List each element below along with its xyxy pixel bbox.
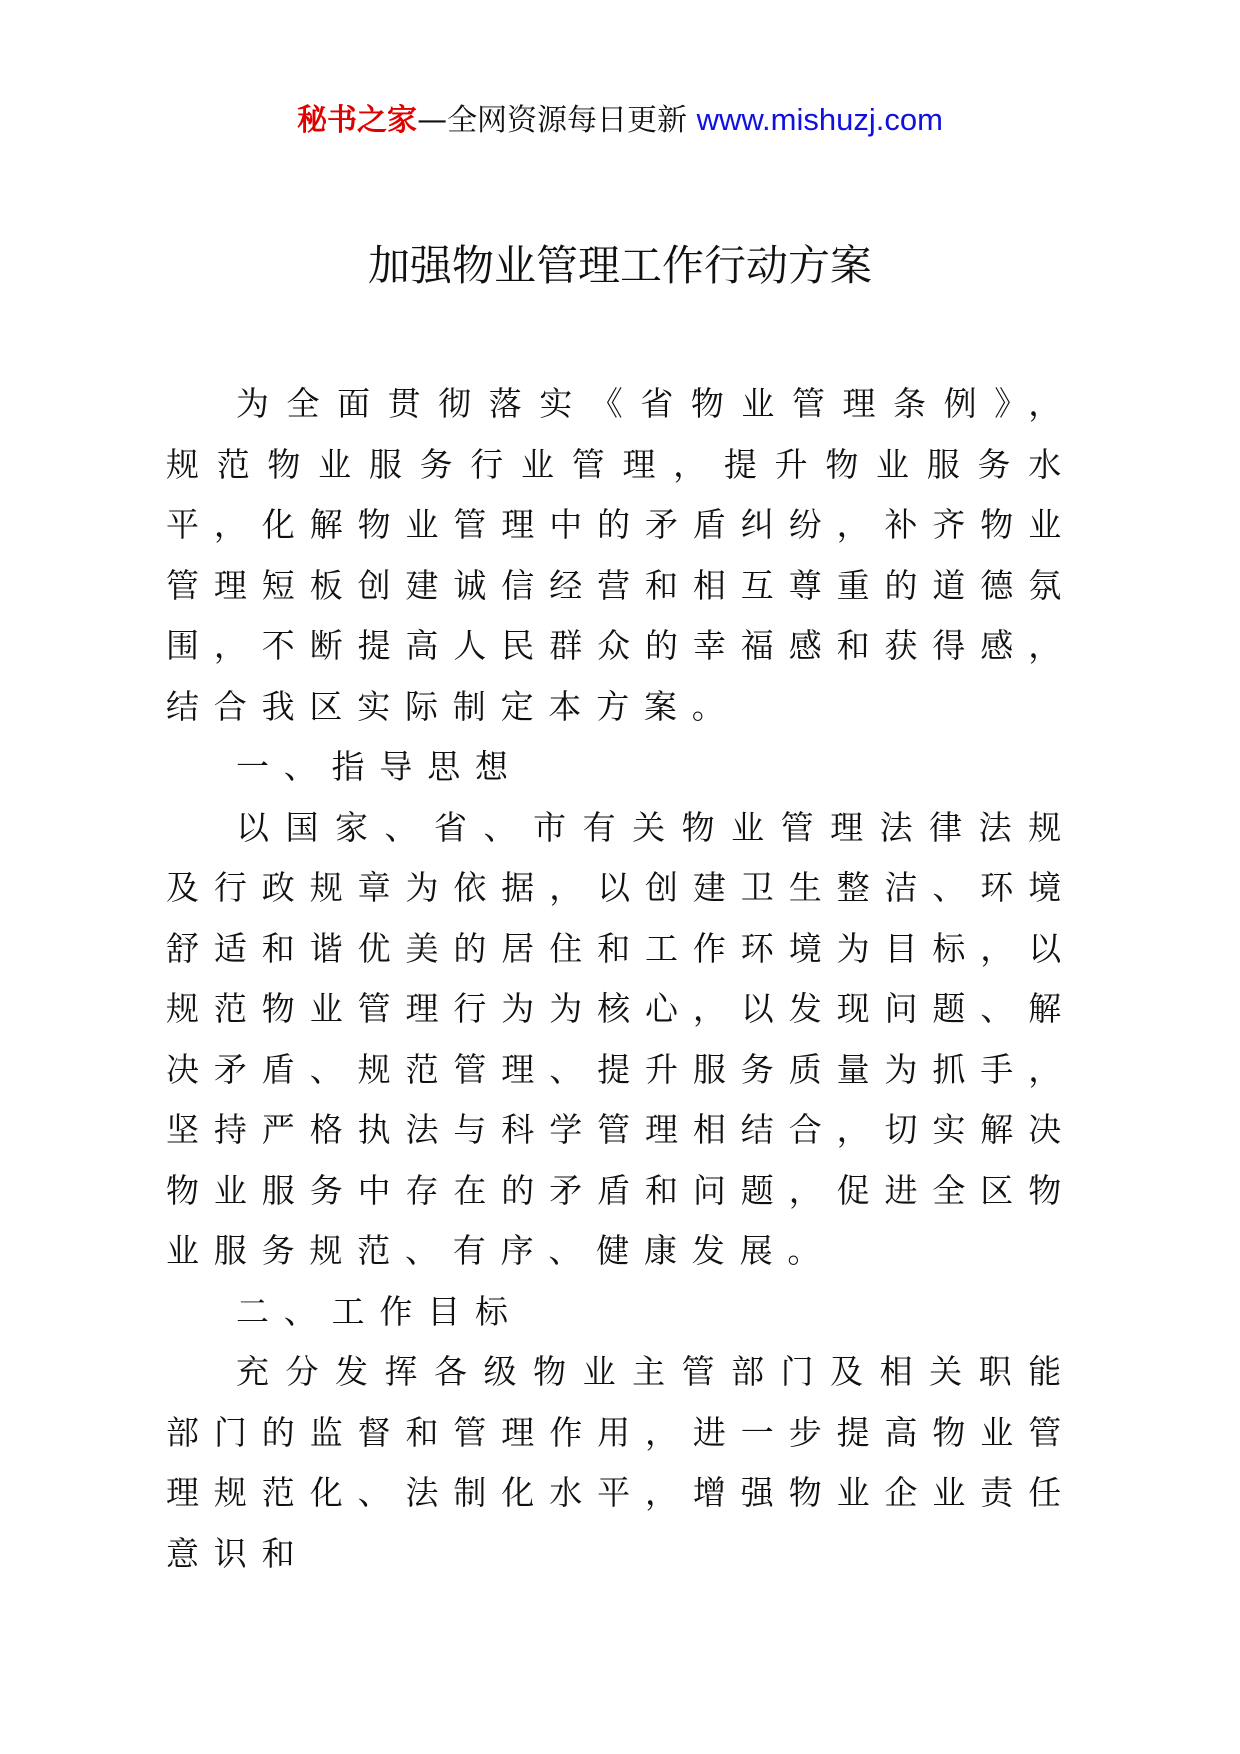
intro-paragraph: 为全面贯彻落实《省物业管理条例》，规范物业服务行业管理，提升物业服务水平，化解物业管理中的矛盾纠纷，补齐物业管理短板创建诚信经营和相互尊重的道德氛围，不断提高人民群众的幸福感和获得感，结合我区实际制定本方案。 (166, 384, 1076, 726)
site-header (0, 100, 1240, 141)
site-url-link[interactable]: www.mishuzj.com (696, 102, 943, 137)
brand-name: 秘书之家 (297, 103, 418, 138)
section-heading-guiding-ideology: 一、指导思想 (236, 747, 523, 786)
document-body (166, 374, 1076, 1584)
guiding-ideology-paragraph: 以国家、省、市有关物业管理法律法规及行政规章为依据，以创建卫生整洁、环境舒适和谐优美的居住和工作环境为目标，以规范物业管理行为为核心，以发现问题、解决矛盾、规范管理、提升服务质量为抓手，坚持严格执法与科学管理相结合，切实解决物业服务中存在的矛盾和问题，促进全区物业服务规范、有序、健康发展。 (166, 807, 1076, 1270)
section-heading-work-goals: 二、工作目标 (236, 1291, 523, 1331)
work-goals-paragraph: 充分发挥各级物业主管部门及相关职能部门的监督和管理作用，进一步提高物业管理规范化、法制化水平，增强物业企业责任意识和 (166, 1352, 1076, 1573)
header-slogan: —全网资源每日更新 (417, 103, 688, 138)
document-title: 加强物业管理工作行动方案 (367, 241, 872, 290)
